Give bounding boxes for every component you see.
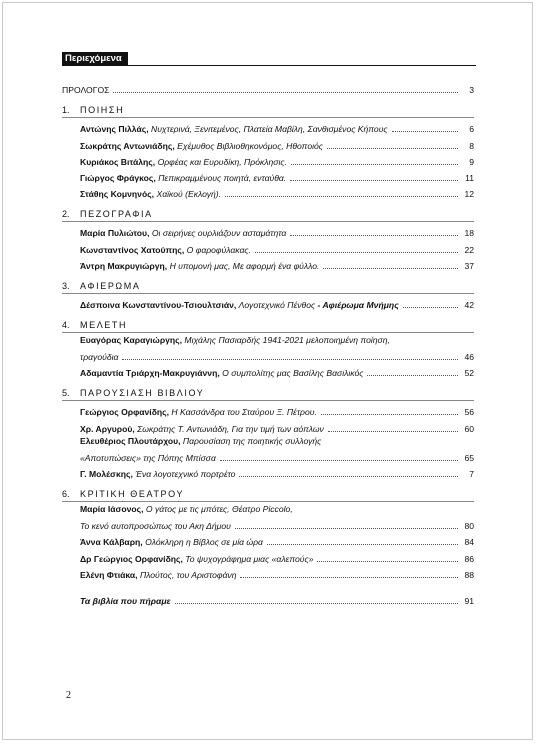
toc-entry[interactable]: [62, 184, 474, 200]
toc-entry[interactable]: [62, 295, 474, 311]
entry-author: Σωκράτης Αντωνιάδης,: [80, 140, 175, 151]
toc-entry[interactable]: [62, 402, 474, 418]
entry-author: Δρ Γεώργιος Ορφανίδης,: [80, 553, 183, 564]
leader-dots: [235, 528, 458, 529]
entry-author: Κωνσταντίνος Χατούπης,: [80, 244, 185, 255]
entry-page: 84: [464, 537, 474, 548]
leader-dots: [321, 414, 458, 415]
entry-page: 11: [465, 172, 474, 183]
leader-dots: [225, 196, 458, 197]
toc-entry[interactable]: [62, 363, 474, 379]
entry-work: Εχέμυθος Βιβλιοθηκονόμος, Ηθοποιός: [177, 140, 323, 151]
prologue-page: 3: [469, 85, 474, 96]
entry-text: [80, 227, 286, 239]
section-number: 6.: [62, 489, 70, 499]
section-title: ΠΑΡΟΥΣΙΑΣΗ ΒΙΒΛΙΟΥ: [80, 388, 205, 399]
entry-work: Η υπομονή μας, Με αφορμή ένα φύλλο.: [169, 260, 320, 271]
entry-author: Στάθης Κομνηνός,: [80, 189, 155, 200]
entry-page: 46: [464, 352, 474, 363]
books-received-page: 91: [464, 595, 474, 606]
entry-author: Αντώνης Πιλλάς,: [80, 124, 149, 135]
section-number: 5.: [62, 388, 70, 399]
entry-work-continued: «Αποτυπώσεις» της Πόπης Μπίσσα: [80, 452, 216, 463]
entry-page: 18: [464, 228, 474, 239]
entry-work: Ο γάτος με τις μπότες, Θέατρο Piccolo,: [145, 504, 293, 514]
toc-books-received[interactable]: [62, 591, 474, 607]
leader-dots: [328, 431, 458, 432]
entry-author: Γεώργιος Ορφανίδης,: [80, 407, 170, 418]
section-title: ΚΡΙΤΙΚΗ ΘΕΑΤΡΟΥ: [80, 489, 185, 499]
leader-dots: [113, 92, 458, 93]
entry-text: [80, 406, 317, 418]
entry-author: Δέσποινα Κωνσταντίνου-Τσιουλτσιάν,: [80, 299, 237, 310]
entry-work: Νυχτερινά, Ξενιτεμένος, Πλατεία Μαβίλη, Σανθισμένος Κήπους: [151, 124, 388, 135]
entry-work: Η Κασσάνδρα του Σταύρου Ξ. Πέτρου.: [171, 407, 317, 418]
section-title: ΑΦΙΕΡΩΜΑ: [80, 280, 141, 291]
entry-page: 6: [469, 124, 474, 135]
leader-dots: [122, 359, 458, 360]
entry-work-continued: Το κενό αυτοπροσώπως του Ακη Δήμου: [80, 521, 231, 532]
entry-text: [80, 244, 251, 256]
entry-page: 42: [464, 299, 474, 310]
section-rule: [62, 501, 474, 502]
entry-work: Παρουσίαση της ποιητικής συλλογής: [182, 435, 322, 446]
toc-entry[interactable]: [62, 239, 474, 255]
section-heading: [62, 275, 474, 291]
books-received-title: Τα βιβλία που πήραμε: [80, 595, 171, 606]
toc-entry[interactable]: [62, 565, 474, 581]
leader-dots: [392, 131, 458, 132]
entry-author: Ελένη Φτιάκα,: [80, 569, 138, 580]
toc-prologue[interactable]: [62, 80, 474, 96]
section-title: ΜΕΛΕΤΗ: [80, 319, 128, 330]
entry-text: [80, 569, 236, 581]
entry-author: Αδαμαντία Τριάρχη-Μακρυγιάννη,: [80, 368, 220, 379]
entry-work: Σωκράτης Τ. Αντωνιάδη, Για την τιμή των αόπλων: [137, 423, 324, 434]
section-number: 3.: [62, 280, 70, 291]
entry-page: 8: [469, 140, 474, 151]
toc-entry[interactable]: [62, 548, 474, 564]
toc-entry[interactable]: [62, 256, 474, 272]
entry-author: Μαρία Ιάσονος,: [80, 504, 144, 514]
section-rule: [62, 332, 474, 333]
entry-work: Πεπικραμμένους ποιητά, ενταύθα.: [158, 172, 287, 183]
toc-entry[interactable]: [62, 347, 474, 363]
section-heading: [62, 382, 474, 398]
entry-page: 12: [464, 189, 474, 200]
entry-work: Πλούτος, του Αριστοφάνη: [139, 569, 237, 580]
entry-work: Το ψυχογράφημα μιας «αλεπούς»: [185, 553, 314, 564]
section-rule: [62, 221, 474, 222]
toc-entry[interactable]: [62, 516, 474, 532]
entry-work: Ολόκληρη η Βίβλος σε μία ώρα: [145, 537, 263, 548]
entry-work: Ο φαροφύλακας.: [186, 244, 251, 255]
leader-dots: [327, 148, 458, 149]
entry-author: Γ. Μολέσκης,: [80, 469, 133, 479]
entry-work-continued: τραγούδια: [80, 352, 119, 363]
entry-text: [80, 123, 388, 135]
entry-author: Κυριάκος Βιτάλης,: [80, 156, 156, 167]
entry-text: [80, 299, 399, 311]
entry-work: Ο συμπολίτης μας Βασίλης Βασιλικός: [222, 368, 364, 379]
section-heading: [62, 483, 474, 499]
section-rule: [62, 400, 474, 401]
leader-dots: [240, 577, 458, 578]
entry-author: Άννα Κάλβαρη,: [80, 537, 143, 548]
leader-dots: [175, 603, 458, 604]
toc-entry-line[interactable]: [62, 503, 474, 516]
entry-page: 56: [464, 407, 474, 418]
toc-entry-line[interactable]: [62, 435, 474, 448]
entry-author: Ελευθέριος Πλουτάρχου,: [80, 435, 181, 446]
toc-entry[interactable]: [62, 418, 474, 434]
leader-dots: [267, 544, 458, 545]
leader-dots: [290, 235, 458, 236]
toc-entry-line[interactable]: [62, 334, 474, 347]
leader-dots: [367, 375, 458, 376]
entry-author: Ευαγόρας Καραγιώργης,: [80, 334, 183, 345]
toc-entry[interactable]: [62, 168, 474, 184]
toc-entry[interactable]: [62, 532, 474, 548]
section-rule: [62, 117, 474, 118]
prologue-title: ΠΡΟΛΟΓΟΣ: [62, 85, 110, 96]
section-heading: [62, 203, 474, 219]
entry-work: Λογοτεχνικό Πένθος: [238, 299, 316, 310]
entry-text: [80, 536, 263, 548]
toc-entry[interactable]: [62, 223, 474, 239]
entry-work: Ορφέας και Ευρυδίκη, Πρόκλησις.: [157, 156, 287, 167]
entry-page: 86: [464, 553, 474, 564]
entry-work: Οι σειρήνες ουρλιάζουν ασταμάτητα: [151, 228, 287, 239]
entry-page: 80: [464, 521, 474, 532]
entry-text: [80, 156, 287, 168]
entry-author: Άντρη Μακρυγιώργη,: [80, 260, 168, 271]
entry-page: 65: [464, 452, 474, 463]
entry-author: Χρ. Αργυρού,: [80, 423, 135, 434]
toc-entry[interactable]: [62, 119, 474, 135]
entry-text: [80, 423, 324, 435]
entry-text: [80, 172, 286, 184]
entry-work: Χαϊκού (Εκλογή).: [156, 189, 222, 200]
leader-dots: [291, 164, 458, 165]
leader-dots: [317, 561, 458, 562]
entry-work: Ένα λογοτεχνικό πορτρέτο: [135, 469, 236, 479]
entry-text: [80, 553, 313, 565]
leader-dots: [403, 307, 458, 308]
section-title: ΠΟΙΗΣΗ: [80, 105, 125, 116]
leader-dots: [255, 252, 458, 253]
entry-page: 37: [464, 260, 474, 271]
leader-dots: [220, 460, 458, 461]
entry-extra: - Αφιέρωμα Μνήμης: [317, 299, 399, 310]
section-rule: [62, 293, 474, 294]
entry-page: 88: [464, 569, 474, 580]
leader-dots: [290, 180, 458, 181]
section-title: ΠΕΖΟΓΡΑΦΙΑ: [80, 209, 153, 220]
section-heading: [62, 314, 474, 330]
leader-dots: [323, 268, 458, 269]
section-number: 4.: [62, 319, 70, 330]
entry-page: 22: [464, 244, 474, 255]
contents-header-label: Περιεχόμενα: [62, 52, 128, 65]
page-number: 2: [66, 690, 71, 701]
entry-text: [80, 367, 363, 379]
entry-page: 60: [464, 423, 474, 434]
entry-author: Μαρία Πυλιώτου,: [80, 228, 150, 239]
toc-entry[interactable]: [62, 464, 474, 480]
section-heading: [62, 99, 474, 115]
entry-text: [80, 188, 221, 200]
entry-work: Μιχάλης Πασιαρδής 1941-2021 μελοποιημένη ποίηση,: [184, 334, 390, 345]
entry-text: [80, 140, 323, 152]
section-number: 2.: [62, 209, 70, 220]
table-of-contents: [62, 80, 474, 607]
entry-page: 7: [469, 469, 474, 479]
entry-text: [80, 468, 235, 480]
section-number: 1.: [62, 105, 70, 116]
entry-author: Γιώργος Φράγκος,: [80, 172, 156, 183]
toc-entry[interactable]: [62, 152, 474, 168]
entry-page: 9: [469, 156, 474, 167]
entry-text: [80, 260, 319, 272]
entry-page: 52: [464, 368, 474, 379]
toc-entry[interactable]: [62, 135, 474, 151]
contents-header: [62, 52, 476, 66]
toc-entry[interactable]: [62, 448, 474, 464]
leader-dots: [239, 476, 458, 477]
